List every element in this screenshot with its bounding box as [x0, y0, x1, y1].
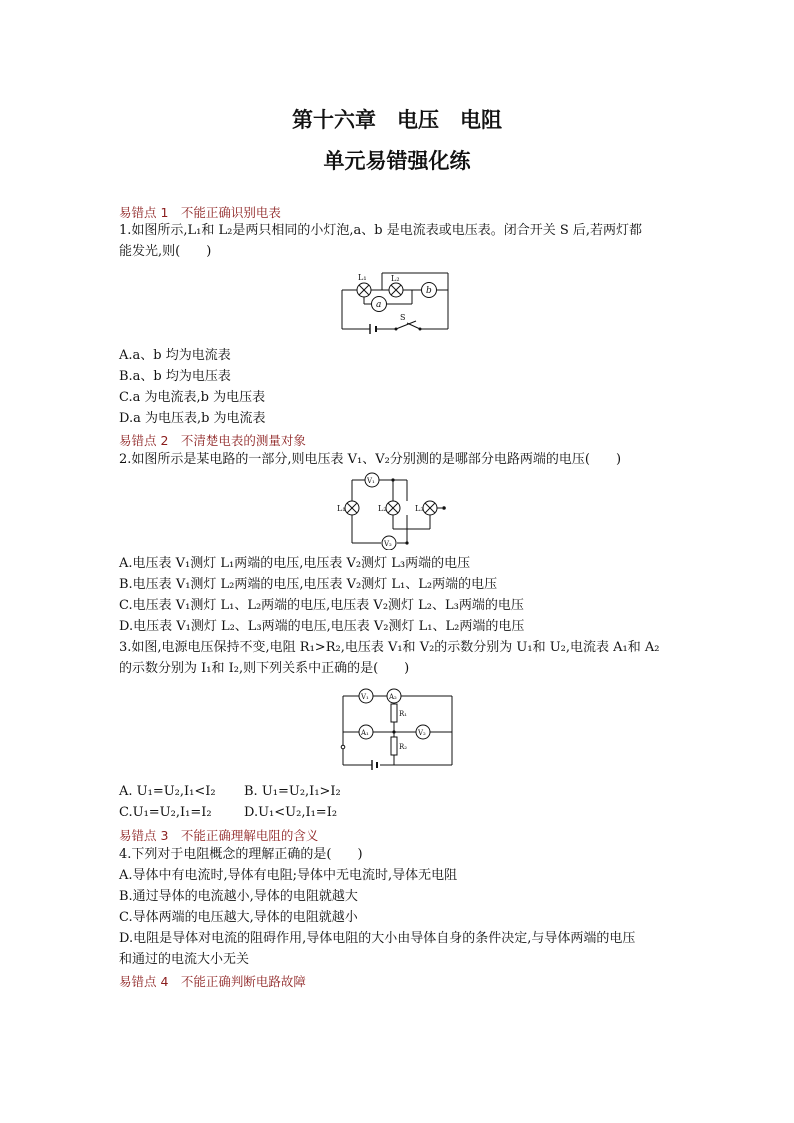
q1-option-d: D.a 为电压表,b 为电流表 [119, 411, 266, 426]
q1-label-l1: L₁ [358, 273, 367, 282]
q3-stem-line-2: 的示数分别为 I₁和 I₂,则下列关系中正确的是( ) [119, 661, 410, 676]
q2-label-v1: V₁ [367, 477, 375, 485]
q1-option-b: B.a、b 均为电压表 [119, 369, 231, 384]
q3-terminal [341, 745, 345, 749]
q3-label-a1: A₁ [361, 729, 369, 737]
q3-resistor-r2 [391, 737, 397, 755]
q2-label-v2: V₂ [384, 540, 392, 548]
section-heading-4: 易错点 4 不能正确判断电路故障 [119, 974, 306, 989]
q3-label-a2: A₂ [389, 693, 397, 701]
q3-option-a: A. U₁=U₂,I₁<I₂ [119, 784, 216, 799]
q1-option-c: C.a 为电流表,b 为电压表 [119, 390, 266, 405]
q1-stem-line-1: 1.如图所示,L₁和 L₂是两只相同的小灯泡,a、b 是电流表或电压表。闭合开关 S 后,若两灯都 [119, 223, 642, 238]
q3-label-r1: R₁ [399, 710, 408, 718]
q2-circuit-diagram [336, 470, 448, 550]
q1-circuit-diagram [336, 266, 458, 340]
q2-label-l1: L₁ [337, 504, 346, 513]
q1-option-a: A.a、b 均为电流表 [119, 348, 231, 363]
q3-option-b: B. U₁=U₂,I₁>I₂ [244, 784, 341, 799]
q2-lamp-l2 [386, 501, 400, 515]
q4-option-a: A.导体中有电流时,导体有电阻;导体中无电流时,导体无电阻 [119, 868, 458, 883]
q1-label-s: S [400, 313, 406, 322]
q2-option-a: A.电压表 V₁测灯 L₁两端的电压,电压表 V₂测灯 L₃两端的电压 [119, 556, 471, 571]
q3-circuit-diagram [336, 683, 458, 773]
q1-switch-s [396, 321, 416, 329]
q4-option-d-continued: 和通过的电流大小无关 [119, 952, 250, 967]
q2-label-l2: L₂ [378, 504, 387, 513]
q2-stem: 2.如图所示是某电路的一部分,则电压表 V₁、V₂分别测的是哪部分电路两端的电压( ) [119, 452, 622, 467]
q2-terminal [442, 506, 446, 510]
section-heading-2: 易错点 2 不清楚电表的测量对象 [119, 433, 306, 448]
q3-junction [392, 730, 395, 733]
q2-junction [391, 478, 394, 481]
q1-label-b: b [426, 286, 432, 296]
q1-stem-line-2: 能发光,则( ) [119, 244, 212, 259]
section-heading-3: 易错点 3 不能正确理解电阻的含义 [119, 828, 319, 843]
q3-label-v1: V₁ [361, 693, 369, 701]
q2-lamp-l3 [423, 501, 437, 515]
q2-option-d: D.电压表 V₁测灯 L₂、L₃两端的电压,电压表 V₂测灯 L₁、L₂两端的电压 [119, 619, 525, 634]
q3-option-c: C.U₁=U₂,I₁=I₂ [119, 805, 212, 820]
q4-option-d: D.电阻是导体对电流的阻碍作用,导体电阻的大小由导体自身的条件决定,与导体两端的电压 [119, 931, 636, 946]
q2-label-l3: L₃ [415, 504, 424, 513]
q4-stem: 4.下列对于电阻概念的理解正确的是( ) [119, 847, 363, 862]
chapter-title: 第十六章 电压 电阻 [292, 108, 502, 132]
q2-junction [405, 541, 408, 544]
q4-option-c: C.导体两端的电压越大,导体的电阻就越小 [119, 910, 358, 925]
q1-switch-contact [419, 328, 422, 331]
q2-lamp-l1 [345, 501, 359, 515]
q3-resistor-r1 [391, 704, 397, 722]
q2-option-c: C.电压表 V₁测灯 L₁、L₂两端的电压,电压表 V₂测灯 L₂、L₃两端的电压 [119, 598, 524, 613]
q1-lamp-l2 [389, 283, 403, 297]
q4-option-b: B.通过导体的电流越小,导体的电阻就越大 [119, 889, 358, 904]
worksheet-subtitle: 单元易错强化练 [323, 149, 471, 173]
q3-label-v2: V₂ [418, 729, 426, 737]
q1-label-a: a [376, 300, 382, 310]
q1-label-l2: L₂ [391, 274, 400, 283]
q1-lamp-l1 [357, 283, 371, 297]
section-heading-1: 易错点 1 不能正确识别电表 [119, 205, 281, 220]
q2-option-b: B.电压表 V₁测灯 L₂两端的电压,电压表 V₂测灯 L₁、L₂两端的电压 [119, 577, 498, 592]
q3-stem-line-1: 3.如图,电源电压保持不变,电阻 R₁>R₂,电压表 V₁和 V₂的示数分别为 U₁和 U₂,电流表 A₁和 A₂ [119, 640, 660, 655]
q3-label-r2: R₂ [399, 743, 408, 751]
q3-option-d: D.U₁<U₂,I₁=I₂ [244, 805, 338, 820]
